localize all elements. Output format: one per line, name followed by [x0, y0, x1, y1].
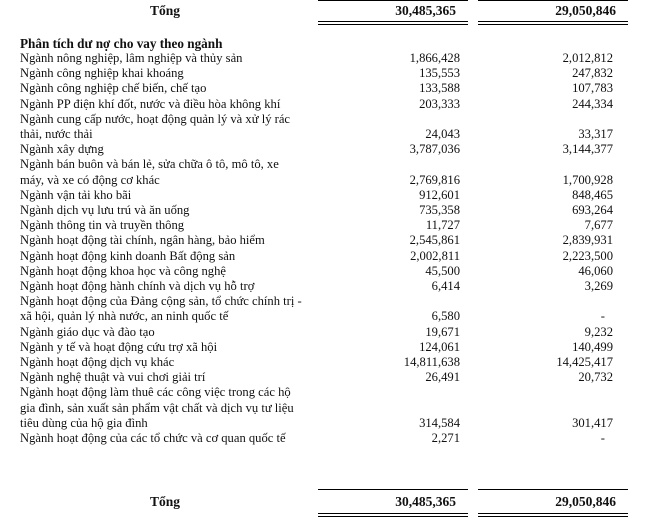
row-value-col1: 24,043 [425, 127, 460, 142]
row-value-col1: 3,787,036 [409, 142, 460, 157]
row-value-col1: 2,769,816 [409, 172, 460, 187]
row-value-col1: 11,727 [425, 218, 460, 233]
row-value-col1: 735,358 [419, 203, 460, 218]
row-value-col2: 2,012,812 [562, 51, 613, 65]
footer-total-col2: 29,050,846 [555, 494, 616, 509]
total-top-rule-col2 [478, 0, 628, 1]
row-label: Ngành hoạt động của Đảng cộng sản, tổ chức chính trị - xã hội, quản lý nhà nước, an ninh quốc tế [20, 294, 302, 324]
table-row [0, 157, 663, 187]
row-value-col2: 33,317 [578, 127, 613, 142]
row-value-col2: 848,465 [572, 187, 613, 202]
row-value-col2: 244,334 [572, 96, 613, 111]
row-label: Ngành nông nghiệp, lâm nghiệp và thủy sản [20, 51, 243, 65]
row-value-col2: 247,832 [572, 66, 613, 81]
row-value-col2: 2,839,931 [562, 233, 613, 248]
row-value-col2: 7,677 [584, 218, 613, 233]
footer-total-col1: 30,485,365 [395, 494, 456, 509]
table-row [0, 325, 663, 340]
table-row [0, 51, 663, 66]
row-label: Ngành PP điện khí đốt, nước và điều hòa không khí [20, 96, 281, 111]
header-total-double-rule-col2 [478, 21, 628, 25]
row-value-col1: 1,866,428 [409, 51, 460, 65]
row-label: Ngành vận tải kho bãi [20, 187, 132, 202]
table-row [0, 249, 663, 264]
row-value-col2: 1,700,928 [562, 172, 613, 187]
row-value-col1: 133,588 [419, 81, 460, 96]
table-row [0, 279, 663, 294]
row-label: Ngành hoạt động của các tổ chức và cơ quan quốc tế [20, 431, 286, 446]
table-row [0, 203, 663, 218]
header-total-label: Tổng [150, 3, 181, 18]
row-value-col1: 912,601 [419, 187, 460, 202]
table-row [0, 340, 663, 355]
row-value-col2: 107,783 [572, 81, 613, 96]
row-label: Ngành xây dựng [20, 142, 104, 157]
row-value-col1: 45,500 [425, 263, 460, 278]
row-value-col2: 3,144,377 [562, 142, 613, 157]
row-value-col2: 46,060 [578, 263, 613, 278]
row-label: Ngành công nghiệp chế biến, chế tạo [20, 81, 207, 96]
row-value-col1: 19,671 [425, 324, 460, 339]
row-value-col2: 140,499 [572, 339, 613, 354]
table-row [0, 97, 663, 112]
table-row [0, 66, 663, 81]
row-value-col2: 301,417 [572, 415, 613, 430]
row-label: Ngành hoạt động kinh doanh Bất động sản [20, 248, 236, 263]
row-value-col1: 6,414 [431, 279, 460, 294]
row-label: Ngành thông tin và truyền thông [20, 218, 185, 233]
row-value-col1: 124,061 [419, 339, 460, 354]
table-row [0, 385, 663, 431]
table-row [0, 294, 663, 324]
table-row [0, 218, 663, 233]
sector-table [0, 51, 663, 446]
row-label: Ngành hoạt động dịch vụ khác [20, 355, 175, 370]
row-value-col2: 3,269 [584, 279, 613, 294]
table-row [0, 431, 663, 446]
footer-total-top-rule-col2 [478, 489, 628, 490]
row-label: Ngành hoạt động tài chính, ngân hàng, bảo hiểm [20, 233, 265, 248]
table-row [0, 112, 663, 142]
row-value-col1: 6,580 [431, 309, 460, 324]
header-total-col1: 30,485,365 [395, 3, 456, 18]
row-label: Ngành nghệ thuật và vui chơi giải trí [20, 370, 206, 385]
row-label: Ngành bán buôn và bán lẻ, sửa chữa ô tô, mô tô, xe máy, và xe có động cơ khác [20, 157, 279, 187]
row-label: Ngành giáo dục và đào tạo [20, 324, 155, 339]
section-title: Phân tích dư nợ cho vay theo ngành [20, 36, 223, 51]
header-total-row [0, 3, 663, 21]
row-value-col2: 20,732 [578, 370, 613, 385]
row-value-col1: 2,002,811 [410, 248, 460, 263]
total-top-rule-col1 [318, 0, 468, 1]
row-value-col2: 14,425,417 [556, 355, 613, 370]
row-value-col2: - [600, 309, 605, 324]
row-value-col2: 2,223,500 [562, 248, 613, 263]
row-value-col2: 9,232 [584, 324, 613, 339]
row-value-col1: 135,553 [419, 66, 460, 81]
row-value-col1: 2,271 [431, 431, 460, 446]
row-value-col1: 26,491 [425, 370, 460, 385]
row-label: Ngành công nghiệp khai khoáng [20, 66, 184, 81]
table-row [0, 233, 663, 248]
row-label: Ngành dịch vụ lưu trú và ăn uống [20, 203, 190, 218]
row-value-col2: - [600, 431, 605, 446]
table-row [0, 370, 663, 385]
footer-total-label: Tổng [150, 494, 181, 509]
table-row [0, 355, 663, 370]
row-value-col2: 693,264 [572, 203, 613, 218]
row-value-col1: 2,545,861 [409, 233, 460, 248]
row-value-col1: 14,811,638 [403, 355, 460, 370]
table-row [0, 142, 663, 157]
header-total-col2: 29,050,846 [555, 3, 616, 18]
footer-total-double-rule-col2 [478, 513, 628, 517]
footer-total-top-rule-col1 [318, 489, 468, 490]
row-label: Ngành cung cấp nước, hoạt động quản lý và xử lý rác thải, nước thải [20, 111, 291, 142]
row-label: Ngành hoạt động hành chính và dịch vụ hỗ trợ [20, 279, 255, 294]
footer-total-double-rule-col1 [318, 513, 468, 517]
row-label: Ngành hoạt động khoa học và công nghệ [20, 263, 226, 278]
row-value-col1: 203,333 [419, 96, 460, 111]
table-row [0, 264, 663, 279]
table-row [0, 81, 663, 96]
row-label: Ngành y tế và hoạt động cứu trợ xã hội [20, 339, 218, 354]
row-label: Ngành hoạt động làm thuê các công việc trong các hộ gia đình, sản xuất sản phẩm vật chất và dịch vụ tư liệu tiêu dùng của hộ gia đình [20, 385, 294, 430]
header-total-double-rule-col1 [318, 21, 468, 25]
table-row [0, 188, 663, 203]
row-value-col1: 314,584 [419, 415, 460, 430]
footer-total-row [0, 494, 663, 512]
